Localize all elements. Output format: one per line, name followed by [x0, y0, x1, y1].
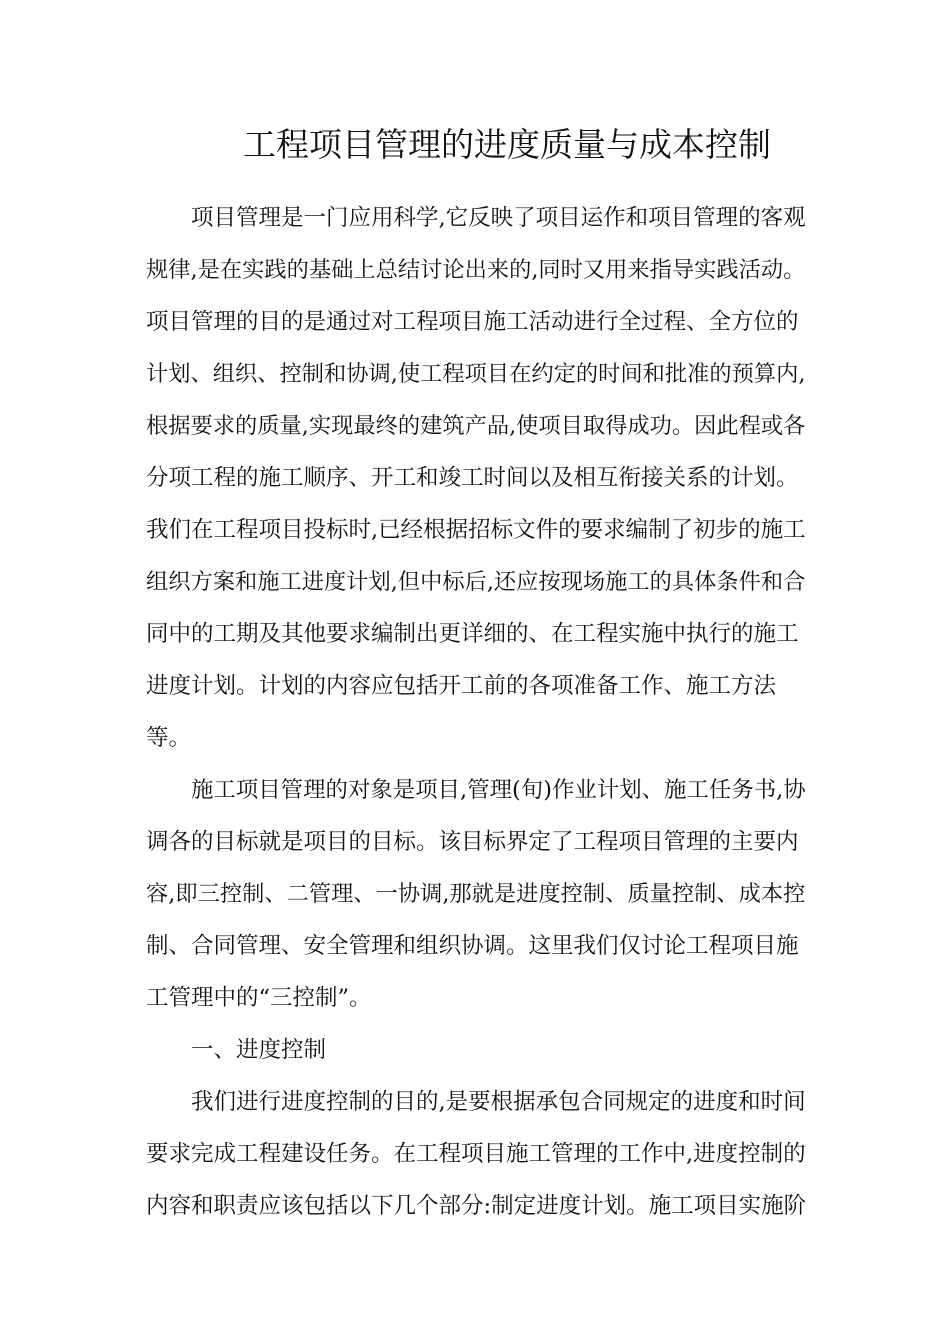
- document-title: 工程项目管理的进度质量与成本控制: [243, 125, 771, 164]
- text-line: 分项工程的施工顺序、开工和竣工时间以及相互衔接关系的计划。: [146, 465, 799, 491]
- text-line: 项目管理的目的是通过对工程项目施工活动进行全过程、全方位的: [146, 309, 799, 335]
- text-line: 组织方案和施工进度计划,但中标后,还应按现场施工的具体条件和合: [146, 569, 806, 595]
- text-line: 进度计划。计划的内容应包括开工前的各项准备工作、施工方法: [146, 673, 777, 699]
- text-line: 计划、组织、控制和协调,使工程项目在约定的时间和批准的预算内,: [146, 361, 806, 387]
- text-line: 同中的工期及其他要求编制出更详细的、在工程实施中执行的施工: [146, 621, 799, 647]
- section-heading: 一、进度控制: [191, 1037, 327, 1063]
- text-line: 调各的目标就是项目的目标。该目标界定了工程项目管理的主要内: [146, 829, 799, 855]
- text-line: 容,即三控制、二管理、一协调,那就是进度控制、质量控制、成本控: [146, 881, 806, 907]
- text-line: 制、合同管理、安全管理和组织协调。这里我们仅讨论工程项目施: [146, 933, 799, 959]
- text-line: 项目管理是一门应用科学,它反映了项目运作和项目管理的客观: [191, 205, 806, 231]
- text-line: 等。: [146, 725, 192, 751]
- text-line: 根据要求的质量,实现最终的建筑产品,使项目取得成功。因此程或各: [146, 413, 806, 439]
- text-line: 我们在工程项目投标时,已经根据招标文件的要求编制了初步的施工: [146, 517, 806, 543]
- text-line: 工管理中的“三控制”。: [146, 985, 372, 1011]
- text-line: 内容和职责应该包括以下几个部分:制定进度计划。施工项目实施阶: [146, 1193, 807, 1219]
- document-body: [146, 192, 806, 1232]
- text-line: 规律,是在实践的基础上总结讨论出来的,同时又用来指导实践活动。: [146, 257, 806, 283]
- text-line: 我们进行进度控制的目的,是要根据承包合同规定的进度和时间: [191, 1089, 806, 1115]
- text-line: 施工项目管理的对象是项目,管理(旬)作业计划、施工任务书,协: [191, 777, 806, 803]
- text-line: 要求完成工程建设任务。在工程项目施工管理的工作中,进度控制的: [146, 1141, 806, 1167]
